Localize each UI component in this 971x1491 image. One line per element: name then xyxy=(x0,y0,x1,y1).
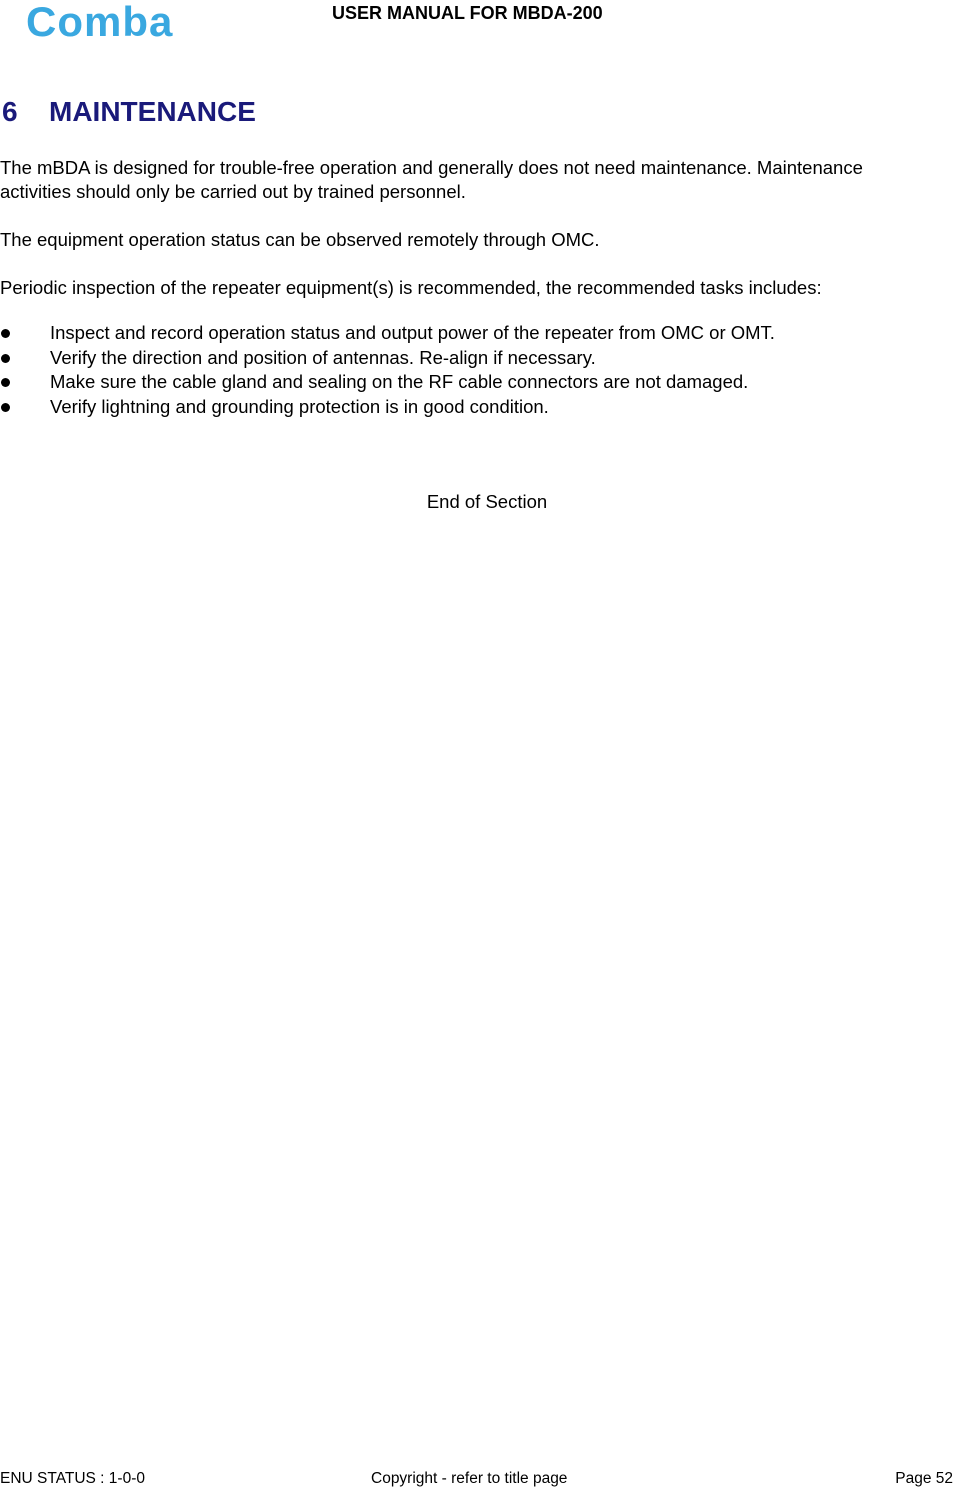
section-heading xyxy=(2,96,256,128)
svg-text:Comba: Comba xyxy=(26,0,174,44)
bullet-icon xyxy=(1,403,10,412)
section-number: 6 xyxy=(2,96,18,127)
end-of-section: End of Section xyxy=(426,491,548,512)
list-item xyxy=(0,346,775,371)
comba-logo xyxy=(26,0,210,44)
intro-paragraph xyxy=(0,156,971,204)
section-title: MAINTENANCE xyxy=(49,96,256,127)
inspection-paragraph: Periodic inspection of the repeater equipment(s) is recommended, the recommended tasks includes: xyxy=(0,277,822,298)
task-text: Verify lightning and grounding protection is in good condition. xyxy=(50,395,549,417)
omc-paragraph: The equipment operation status can be observed remotely through OMC. xyxy=(0,229,600,250)
intro-line-1: The mBDA is designed for trouble-free operation and generally does not need maintenance. Maintenance xyxy=(0,157,863,178)
bullet-icon xyxy=(1,354,10,363)
list-item xyxy=(0,395,775,420)
bullet-icon xyxy=(1,378,10,387)
footer-page-number: Page 52 xyxy=(895,1470,953,1487)
footer-status: ENU STATUS : 1-0-0 xyxy=(0,1470,145,1487)
footer-copyright: Copyright - refer to title page xyxy=(371,1470,568,1487)
task-text: Make sure the cable gland and sealing on the RF cable connectors are not damaged. xyxy=(50,371,749,392)
task-text: Inspect and record operation status and output power of the repeater from OMC or OMT. xyxy=(50,322,775,343)
bullet-icon xyxy=(1,329,10,338)
list-item xyxy=(0,370,775,395)
task-list xyxy=(0,321,775,419)
document-title: USER MANUAL FOR MBDA-200 xyxy=(332,3,603,23)
task-text: Verify the direction and position of antennas. Re-align if necessary. xyxy=(50,346,596,368)
intro-line-2: activities should only be carried out by trained personnel. xyxy=(0,181,466,202)
list-item xyxy=(0,321,775,346)
